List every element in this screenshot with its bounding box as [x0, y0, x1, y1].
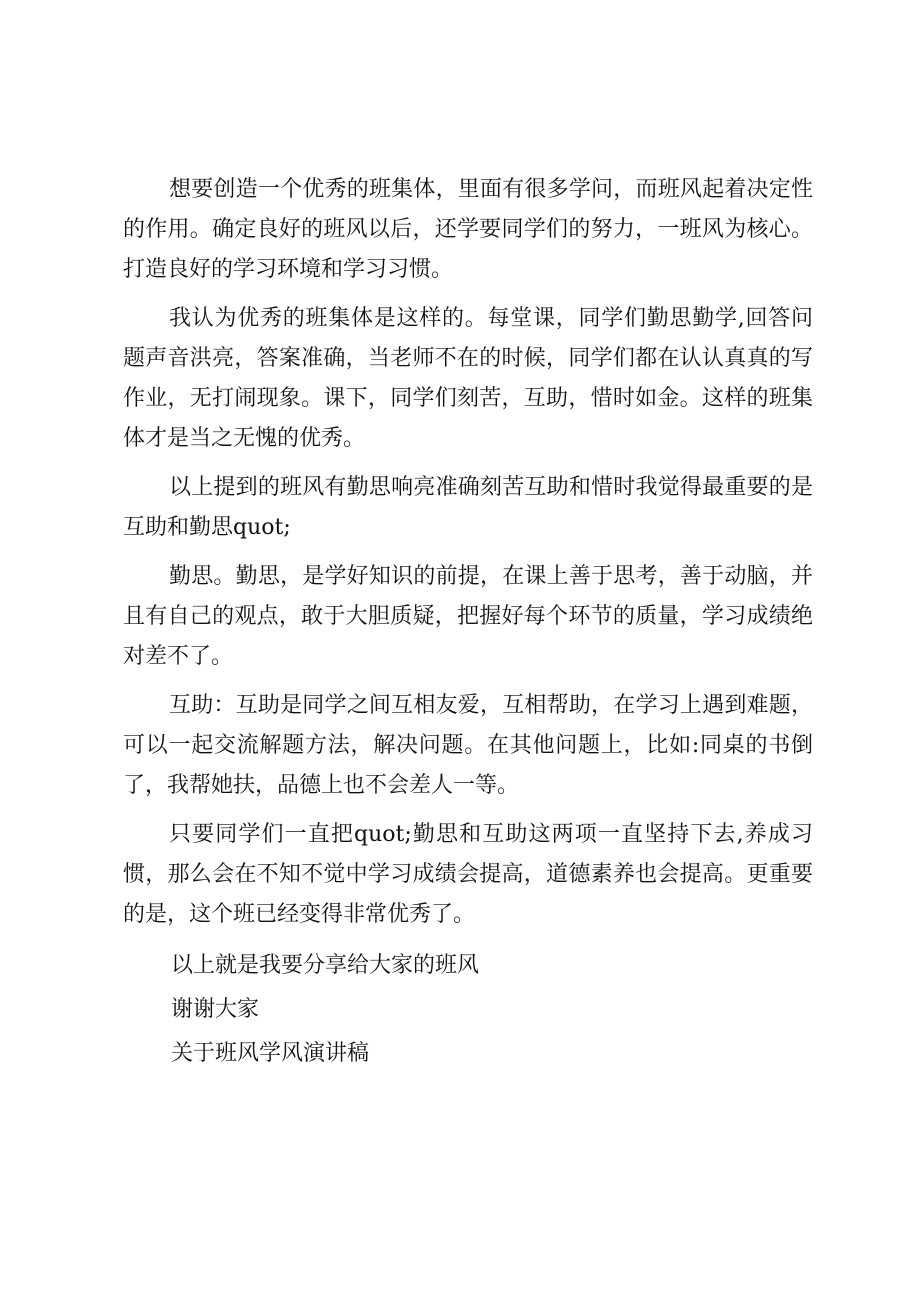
paragraph-mutual-help: 互助：互助是同学之间互相友爱，互相帮助，在学习上遇到难题，可以一起交流解题方法，解决问题。在其他问题上，比如:同桌的书倒了，我帮她扶，品德上也不会差人一等。: [123, 693, 813, 798]
paragraph-diligent-thinking: 勤思。勤思，是学好知识的前提，在课上善于思考，善于动脑，并且有自己的观点，敢于大胆质疑，把握好每个环节的质量，学习成绩绝对差不了。: [123, 564, 813, 669]
document-body: [123, 170, 813, 1076]
paragraph-conclusion: 只要同学们一直把quot;勤思和互助这两项一直坚持下去,养成习惯，那么会在不知不觉中学习成绩会提高，道德素养也会提高。更重要的是，这个班已经变得非常优秀了。: [123, 822, 813, 927]
closing-line-share: 以上就是我要分享给大家的班风: [171, 953, 480, 978]
paragraph-excellent-class: 我认为优秀的班集体是这样的。每堂课，同学们勤思勤学,回答问题声音洪亮，答案准确，当老师不在的时候，同学们都在认认真真的写作业，无打闹现象。课下，同学们刻苦，互助，惜时如金。这样的班集体才是当之无愧的优秀。: [123, 306, 813, 451]
closing-line-thanks: 谢谢大家: [171, 997, 260, 1022]
paragraph-important-traits: 以上提到的班风有勤思响亮准确刻苦互助和惜时我觉得最重要的是互助和勤思quot;: [123, 475, 813, 540]
closing-line-title: 关于班风学风演讲稿: [171, 1041, 370, 1066]
paragraph-intro: 想要创造一个优秀的班集体，里面有很多学问，而班风起着决定性的作用。确定良好的班风以后，还学要同学们的努力，一班风为核心。打造良好的学习环境和学习习惯。: [123, 177, 813, 282]
